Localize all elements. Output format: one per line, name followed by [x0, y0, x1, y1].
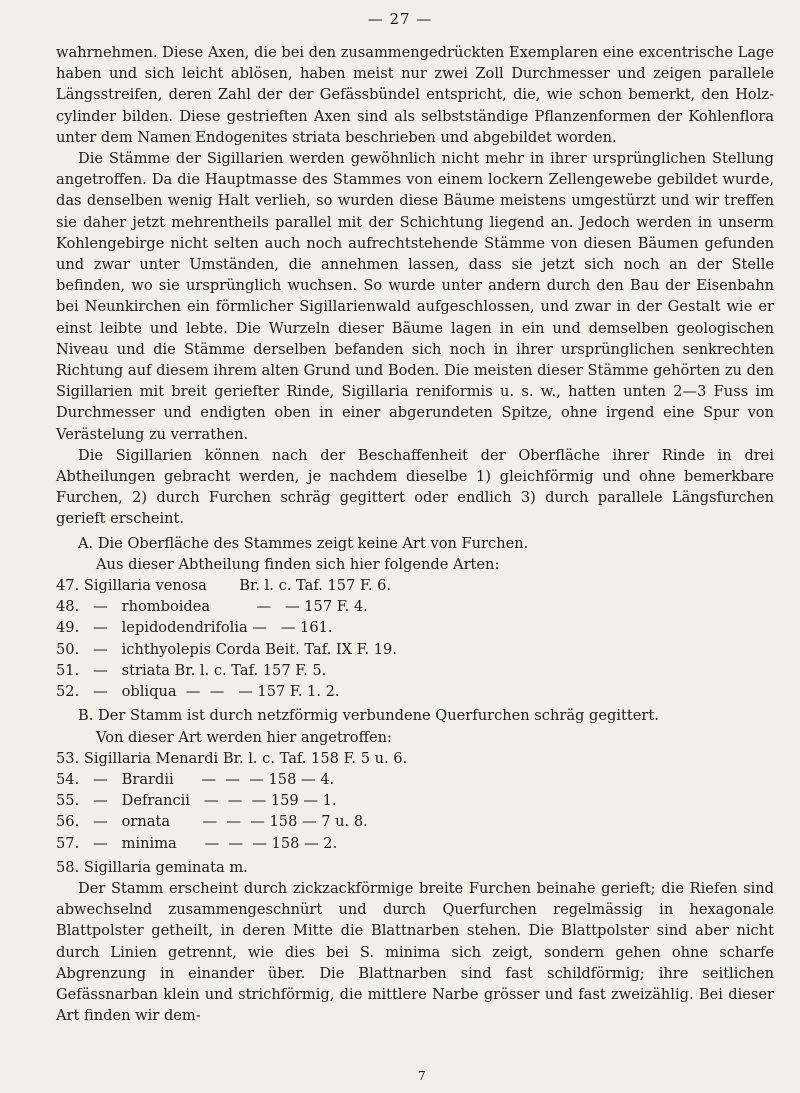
species-entry-geminata: 58. Sigillaria geminata m.	[56, 858, 248, 876]
species-entry: 55. — Defrancii — — — 159 — 1.	[56, 792, 337, 810]
species-entry: 48. — rhomboidea — — 157 F. 4.	[56, 598, 368, 616]
page-body	[56, 42, 774, 1026]
species-entry: 47. Sigillaria venosa Br. l. c. Taf. 157 F. 6.	[56, 577, 392, 595]
species-entry: 52. — obliqua — — — 157 F. 1. 2.	[56, 683, 340, 701]
section-b-intro: Von dieser Art werden hier angetroffen:	[96, 728, 392, 746]
paragraph-stems: Die Stämme der Sigillarien werden gewöhnlich nicht mehr in ihrer ursprünglichen Stellung angetroffen. Da die Hauptmasse des Stammes von einem lockern Zellengewebe gebildet wurde, das denselben wenig Halt verlieh, so wurden diese Bäume meistens umgestürzt und wir treffen sie daher jetzt mehrentheils parallel mit der Schichtung liegend an. Jedoch werden in unserm Kohlengebirge nicht selten auch noch aufrechtstehende Stämme von diesen Bäumen gefunden und zwar unter Umständen, die annehmen lassen, dass sie jetzt sich noch an der Stelle befinden, wo sie ursprünglich wuchsen. So wurde unter andern durch den Bau der Eisenbahn bei Neunkirchen ein förmlicher Sigillarienwald aufgeschlossen, und zwar in der Gestalt wie er einst leibte und lebte. Die Wurzeln dieser Bäume lagen in ein und demselben geologischen Niveau und die Stämme derselben befanden sich noch in ihrer ursprünglichen senkrechten Richtung auf diesem ihrem alten Grund und Boden. Die meisten dieser Stämme gehörten zu den Sigillarien mit breit geriefter Rinde, Sigillaria reniformis u. s. w., hatten unten 2—3 Fuss im Durchmesser und endigten oben in einer abgerundeten Spitze, ohne irgend eine Spur von Verästelung zu verrathen.	[56, 150, 774, 443]
species-list-b	[56, 748, 774, 854]
page-number: — 27 —	[367, 10, 433, 28]
species-entry: 56. — ornata — — — 158 — 7 u. 8.	[56, 813, 368, 831]
paragraph-classification: Die Sigillarien können nach der Beschaffenheit der Oberfläche ihrer Rinde in drei Abtheilungen gebracht werden, je nachdem dieselbe 1) gleichförmig und ohne bemerkbare Furchen, 2) durch Furchen schräg gegittert oder endlich 3) durch parallele Längsfurchen gerieft erscheint.	[56, 446, 774, 528]
species-entry: 51. — striata Br. l. c. Taf. 157 F. 5.	[56, 661, 327, 679]
species-entry: 49. — lepidodendrifolia — — 161.	[56, 619, 333, 637]
section-a-heading: A. Die Oberfläche des Stammes zeigt keine Art von Furchen.	[78, 534, 529, 552]
section-a-intro: Aus dieser Abtheilung finden sich hier folgende Arten:	[96, 555, 500, 573]
paragraph-geminata-description: Der Stamm erscheint durch zickzackförmige breite Furchen beinahe gerieft; die Riefen sind abwechselnd zusammengeschnürt und durch Querfurchen regelmässig in hexagonale Blattpolster getheilt, in deren Mitte die Blattnarben stehen. Die Blattpolster sind aber nicht durch Linien getrennt, wie dies bei S. minima sich zeigt, sondern gehen ohne scharfe Abgrenzung in einander über. Die Blattnarben sind fast schildförmig; ihre seitlichen Gefässnarban klein und strichförmig, die mittlere Narbe grösser und fast zweizählig. Bei dieser Art finden wir dem-	[56, 879, 774, 1025]
section-b-heading: B. Der Stamm ist durch netzförmig verbundene Querfurchen schräg gegittert.	[78, 707, 659, 725]
paragraph-axes: wahrnehmen. Diese Axen, die bei den zusammengedrückten Exemplaren eine excentrische Lage haben und sich leicht ablösen, haben meist nur zwei Zoll Durchmesser und zeigen parallele Längsstreifen, deren Zahl der der Gefässbündel entspricht, die, wie schon bemerkt, den Holz-cylinder bilden. Diese gestrieften Axen sind als selbstständige Pflanzenformen der Kohlenflora unter dem Namen Endogenites striata beschrieben und abgebildet worden.	[56, 44, 774, 146]
species-entry: 57. — minima — — — 158 — 2.	[56, 834, 338, 852]
signature-number: 7	[418, 1069, 426, 1083]
species-list-a	[56, 575, 774, 702]
species-entry: 54. — Brardii — — — 158 — 4.	[56, 770, 335, 788]
species-entry: 53. Sigillaria Menardi Br. l. c. Taf. 158 F. 5 u. 6.	[56, 749, 408, 767]
species-entry: 50. — ichthyolepis Corda Beit. Taf. IX F. 19.	[56, 640, 397, 658]
